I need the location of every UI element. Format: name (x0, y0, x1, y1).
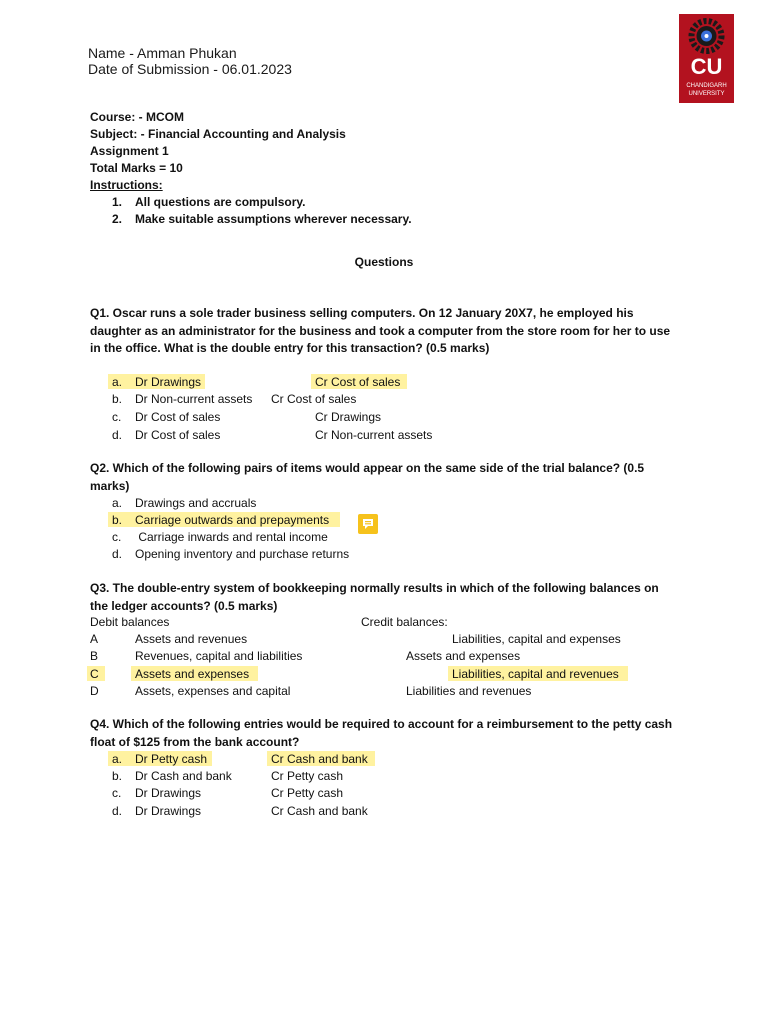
row-letter: C (90, 667, 99, 681)
row-credit: Liabilities, capital and expenses (452, 632, 621, 646)
instruction-number: 1. (112, 195, 123, 209)
instructions-title: Instructions: (90, 178, 163, 192)
assignment-line: Assignment 1 (90, 144, 169, 158)
option-letter: b. (112, 392, 123, 406)
option-debit: Dr Cost of sales (135, 410, 221, 424)
logo-letters: CU (690, 54, 723, 79)
option-text: Opening inventory and purchase returns (135, 547, 350, 561)
row-credit: Liabilities and revenues (406, 684, 532, 698)
option-letter: d. (112, 804, 123, 818)
chandigarh-university-logo (679, 14, 734, 103)
option-letter: d. (112, 547, 123, 561)
option-text: Carriage inwards and rental income (135, 530, 328, 544)
option-credit: Cr Non-current assets (315, 428, 433, 442)
option-letter: c. (112, 786, 122, 800)
option-letter: a. (112, 375, 123, 389)
credit-header: Credit balances: (361, 615, 448, 629)
option-credit: Cr Petty cash (271, 769, 344, 783)
logo-line2: UNIVERSITY (688, 91, 725, 97)
option-letter: c. (112, 410, 122, 424)
option-text: Carriage outwards and prepayments (135, 513, 330, 527)
option-debit: Dr Cost of sales (135, 428, 221, 442)
total-marks-line: Total Marks = 10 (90, 161, 183, 175)
option-credit: Cr Drawings (315, 410, 382, 424)
logo-line1: CHANDIGARH (686, 83, 727, 89)
option-credit: Cr Cash and bank (271, 804, 368, 818)
option-letter: c. (112, 530, 122, 544)
option-letter: b. (112, 513, 123, 527)
section-title: Questions (354, 255, 414, 269)
row-debit: Assets and expenses (135, 667, 250, 681)
option-debit: Dr Non-current assets (135, 392, 253, 406)
option-letter: a. (112, 752, 123, 766)
question-1-text: Q1. Oscar runs a sole trader business selling computers. On 12 January 20X7, he employed his daughter as an administrator for the business and took a computer from the store room for her to use in the office. What is the double entry for this transaction? (0.5 marks) (90, 306, 671, 355)
option-letter: a. (112, 496, 123, 510)
option-debit: Dr Drawings (135, 786, 202, 800)
instruction-text: Make suitable assumptions wherever necessary. (135, 212, 412, 226)
option-debit: Dr Petty cash (135, 752, 208, 766)
debit-header: Debit balances (90, 615, 170, 629)
subject-line: Subject: - Financial Accounting and Analysis (90, 127, 346, 141)
row-letter: D (90, 684, 99, 698)
option-letter: d. (112, 428, 123, 442)
option-credit: Cr Cash and bank (271, 752, 368, 766)
option-credit: Cr Cost of sales (271, 392, 357, 406)
row-debit: Revenues, capital and liabilities (135, 649, 303, 663)
question-2-text: Q2. Which of the following pairs of items would appear on the same side of the trial balance? (0.5 marks) (90, 461, 645, 493)
option-credit: Cr Cost of sales (315, 375, 401, 389)
question-3-text: Q3. The double-entry system of bookkeeping normally results in which of the following balances on the ledger accounts? (0.5 marks) (90, 581, 659, 613)
row-credit: Assets and expenses (406, 649, 521, 663)
row-letter: B (90, 649, 99, 663)
option-debit: Dr Cash and bank (135, 769, 232, 783)
option-debit: Dr Drawings (135, 375, 202, 389)
submission-date: Date of Submission - 06.01.2023 (88, 61, 292, 77)
course-line: Course: - MCOM (90, 110, 184, 124)
question-4-text: Q4. Which of the following entries would be required to account for a reimbursement to the petty cash float of $125 from the bank account? (90, 717, 673, 749)
option-text: Drawings and accruals (135, 496, 257, 510)
row-letter: A (90, 632, 99, 646)
row-debit: Assets, expenses and capital (135, 684, 291, 698)
instruction-number: 2. (112, 212, 123, 226)
row-credit: Liabilities, capital and revenues (452, 667, 619, 681)
row-debit: Assets and revenues (135, 632, 248, 646)
option-credit: Cr Petty cash (271, 786, 344, 800)
option-letter: b. (112, 769, 123, 783)
option-debit: Dr Drawings (135, 804, 202, 818)
student-name: Name - Amman Phukan (88, 45, 237, 61)
comment-icon[interactable] (357, 513, 379, 535)
instruction-text: All questions are compulsory. (135, 195, 306, 209)
